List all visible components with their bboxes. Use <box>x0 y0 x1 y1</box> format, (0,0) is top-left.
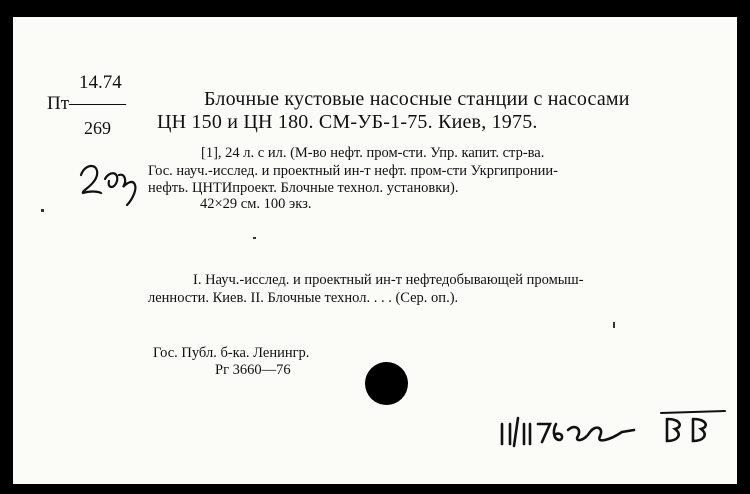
holdings-line-1: Гос. Публ. б-ка. Ленингр. <box>153 345 310 361</box>
handwritten-initials-mark <box>659 405 729 447</box>
handwritten-date-mark <box>498 410 638 450</box>
shelf-mark-left: Пт——— <box>47 93 127 114</box>
holdings-line-2: Рг 3660—76 <box>215 362 291 378</box>
description-line-4: 42×29 см. 100 экз. <box>200 196 312 212</box>
description-line-2: Гос. науч.-исслед. и проектный ин-т нефт. пром-сти Укргипронии- <box>148 163 559 179</box>
description-line-1: [1], 24 л. с ил. (М-во нефт. пром-сти. Упр. капит. стр-ва. <box>201 145 545 161</box>
punch-hole <box>365 362 408 405</box>
description-line-3: нефть. ЦНТИпроект. Блочные технол. установки). <box>148 180 459 196</box>
title-line-1: Блочные кустовые насосные станции с насосами <box>204 88 630 110</box>
speck <box>613 322 615 328</box>
speck <box>41 209 44 212</box>
catalog-card <box>13 17 737 484</box>
handwritten-copies-mark <box>75 157 155 207</box>
speck <box>253 237 256 239</box>
subject-line-2: ленности. Киев. II. Блочные технол. . . . (Сер. оп.). <box>148 290 459 306</box>
title-line-2: ЦН 150 и ЦН 180. СМ-УБ-1-75. Киев, 1975. <box>157 111 538 133</box>
shelf-mark-bottom: 269 <box>84 118 111 138</box>
shelf-mark-top: 14.74 <box>79 72 122 93</box>
subject-line-1: I. Науч.-исслед. и проектный ин-т нефтедобывающей промыш- <box>193 272 584 288</box>
